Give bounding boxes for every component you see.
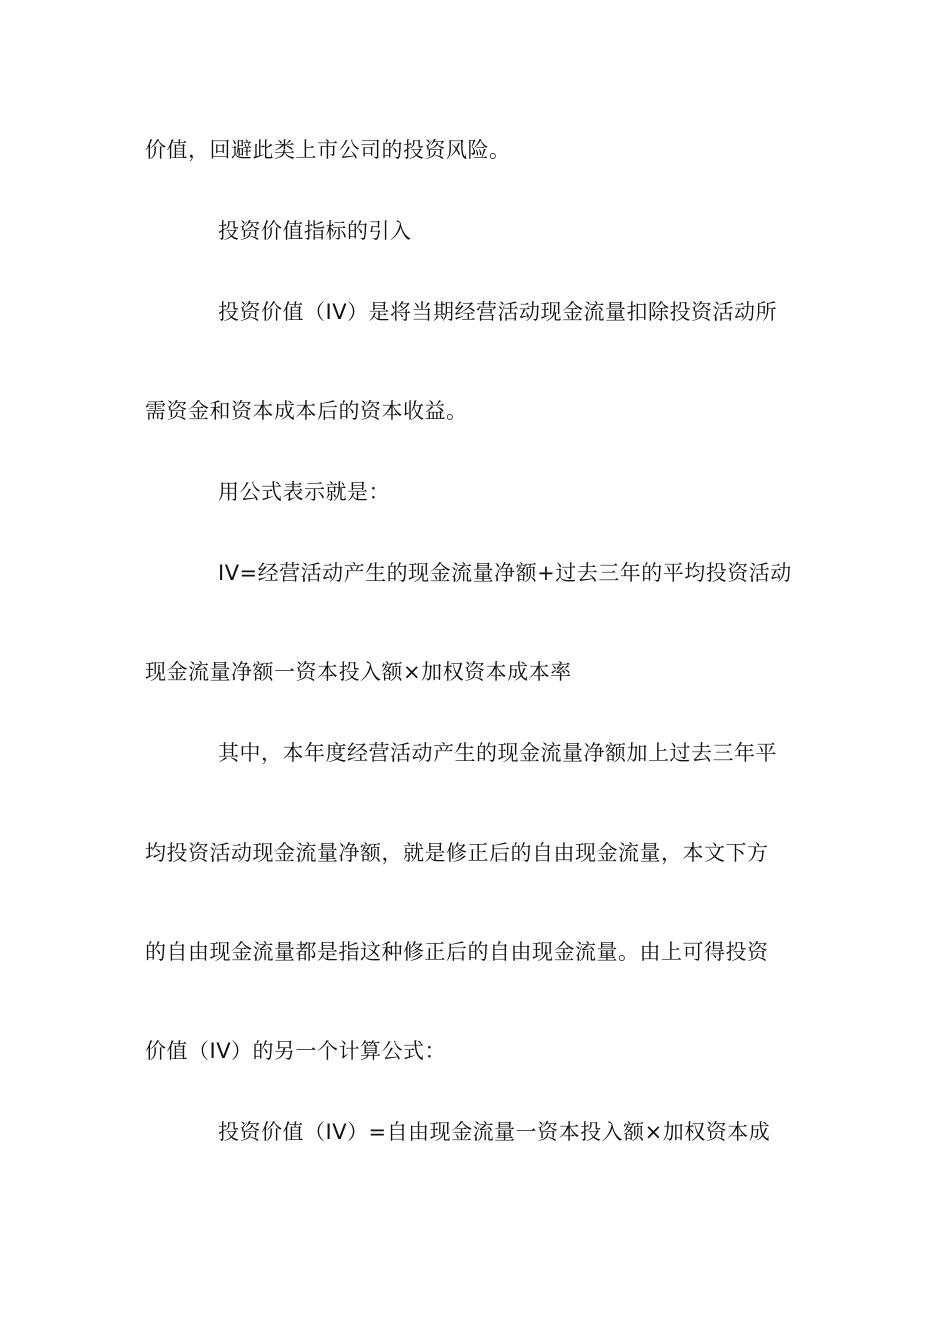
section-heading: 投资价值指标的引入 — [218, 219, 412, 243]
text-line-3: 投资价值（IV）是将当期经营活动现金流量扣除投资活动所 — [218, 300, 778, 324]
text-line-11: 价值（IV）的另一个计算公式： — [145, 1039, 447, 1063]
text-line-9: 均投资活动现金流量净额，就是修正后的自由现金流量，本文下方 — [145, 841, 769, 865]
text-line-5: 用公式表示就是： — [218, 480, 390, 504]
text-line-8: 其中，本年度经营活动产生的现金流量净额加上过去三年平 — [218, 741, 777, 765]
formula-line-3: 投资价值（IV）=自由现金流量一资本投入额×加权资本成 — [218, 1120, 771, 1144]
text-line-10: 的自由现金流量都是指这种修正后的自由现金流量。由上可得投资 — [145, 940, 769, 964]
formula-line-2: 现金流量净额一资本投入额×加权资本成本率 — [145, 660, 572, 684]
formula-line-1: IV=经营活动产生的现金流量净额+过去三年的平均投资活动 — [218, 561, 792, 585]
text-line-4: 需资金和资本成本后的资本收益。 — [145, 399, 468, 423]
text-line-1: 价值，回避此类上市公司的投资风险。 — [145, 138, 511, 162]
